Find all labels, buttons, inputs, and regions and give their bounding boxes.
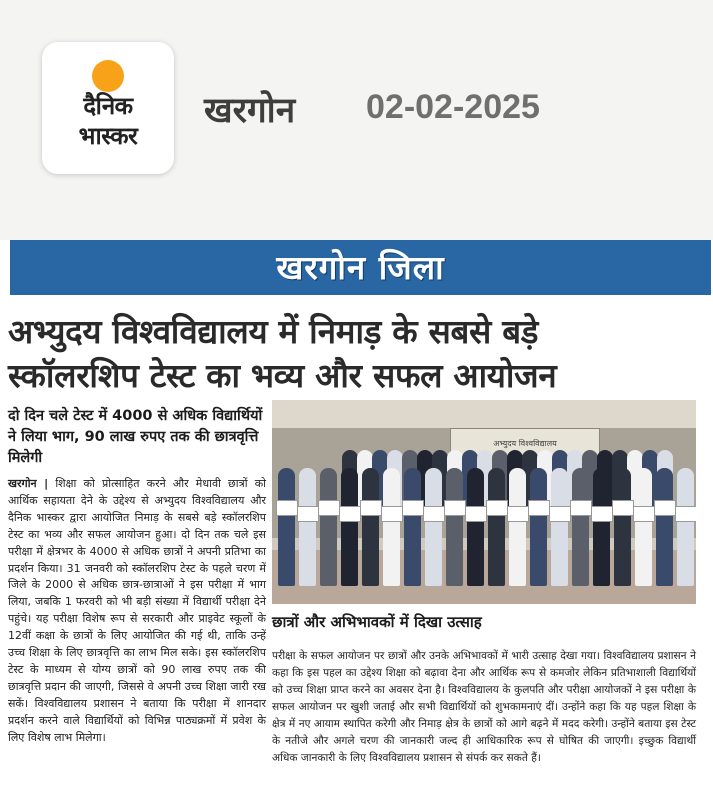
student-figure — [467, 468, 484, 586]
certificate — [297, 506, 319, 522]
certificate — [465, 506, 487, 522]
student-figure — [593, 468, 610, 586]
certificate — [675, 506, 696, 522]
sub-headline-2: छात्रों और अभिभावकों में दिखा उत्साह — [272, 613, 482, 631]
student-figure — [341, 468, 358, 586]
student-figure — [404, 468, 421, 586]
certificate — [570, 500, 592, 516]
certificate — [360, 500, 382, 516]
student-figure — [635, 468, 652, 586]
dateline: खरगोन | — [8, 477, 49, 490]
certificate — [633, 506, 655, 522]
sun-icon — [92, 60, 124, 92]
headline-line-1: अभ्युदय विश्वविद्यालय में निमाड़ के सबसे बड़े — [8, 312, 539, 351]
edition-date: 02-02-2025 — [366, 88, 540, 126]
certificate — [381, 506, 403, 522]
certificate — [507, 506, 529, 522]
article-body-left — [8, 476, 266, 747]
student-figure — [320, 468, 337, 586]
photo-ceiling — [272, 400, 696, 428]
student-figure — [614, 468, 631, 586]
edition-city: खरगोन — [204, 91, 296, 131]
section-banner — [10, 240, 711, 295]
headline-line-2: स्कॉलरशिप टेस्ट का भव्य और सफल आयोजन — [8, 356, 557, 395]
student-figure — [446, 468, 463, 586]
dainik-bhaskar-logo — [42, 42, 174, 174]
student-figure — [383, 468, 400, 586]
photo-banner-text: अभ्युदय विश्वविद्यालय — [493, 439, 557, 448]
certificate — [528, 500, 550, 516]
student-figure — [278, 468, 295, 586]
certificate — [591, 506, 613, 522]
certificate — [486, 500, 508, 516]
certificate — [444, 500, 466, 516]
certificate — [318, 500, 340, 516]
student-figure — [509, 468, 526, 586]
student-figure — [656, 468, 673, 586]
student-figure — [488, 468, 505, 586]
certificate — [654, 500, 676, 516]
student-figure — [572, 468, 589, 586]
certificate — [612, 500, 634, 516]
certificate — [549, 506, 571, 522]
certificate — [402, 500, 424, 516]
student-figure — [677, 468, 694, 586]
certificate — [276, 500, 298, 516]
article-body-right: परीक्षा के सफल आयोजन पर छात्रों और उनके अभिभावकों में भारी उत्साह देखा गया। विश्वविद्यालय प्रशासन ने कहा कि इस पहल का उद्देश्य शिक्षा को बढ़ावा देना और आर्थिक रूप से कमजोर लेकिन प्रतिभाशाली विद्यार्थियों को उच्च शिक्षा प्राप्त करने का अवसर देना है। विश्वविद्यालय के कुलपति और परीक्षा आयोजकों ने इस परीक्षा के सफल आयोजन पर खुशी जताई और सभी विद्यार्थियों को शुभकामनाएं दीं। उन्होंने कहा कि यह पहल शिक्षा के क्षेत्र में नए आयाम स्थापित करेगी और निमाड़ क्षेत्र के छात्रों को आगे बढ़ने में मदद करेगी। उन्होंने बताया इस टेस्ट के नतीजे और अगले चरण की जानकारी जल्द ही आधिकारिक रूप से घोषित की जाएगी। इच्छुक विद्यार्थी अधिक जानकारी के लिए विश्वविद्यालय प्रशासन से संपर्क कर सकते हैं। — [272, 650, 696, 764]
news-photo — [272, 400, 696, 604]
student-figure — [425, 468, 442, 586]
logo-line-2: भास्कर — [78, 122, 138, 150]
logo-line-1: दैनिक — [83, 92, 133, 120]
article-text-left: शिक्षा को प्रोत्साहित करने और मेधावी छात्रों को आर्थिक सहायता देने के उद्देश्य से अभ्युदय विश्वविद्यालय और दैनिक भास्कर द्वारा आयोजित निमाड़ के सबसे बड़े स्कॉलरशिप टेस्ट का भव्य और सफल आयोजन हुआ। दो दिन तक चले इस परीक्षा में क्षेत्रभर के 4000 से अधिक छात्रों ने अपनी प्रतिभा का प्रदर्शन किया। 31 जनवरी को स्कॉलरशिप टेस्ट के पहले चरण में जिले के 2000 से अधिक छात्र-छात्राओं ने इस परीक्षा में भाग लिया, जबकि 1 फरवरी को भी बड़ी संख्या में विद्यार्थी परीक्षा देने पहुंचे। यह परीक्षा विशेष रूप से सरकारी और प्राइवेट स्कूलों के 12वीं कक्षा के छात्रों के लिए आयोजित की गई थी, ताकि उन्हें उच्च शिक्षा के लिए छात्रवृत्ति का लाभ मिल सके। इस स्कॉलरशिप टेस्ट के माध्यम से योग्य छात्रों को 90 लाख रुपए तक की छात्रवृत्ति प्रदान की जाएगी, जिससे वे अपनी उच्च शिक्षा जारी रख सकें। विश्वविद्यालय प्रशासन ने बताया कि परीक्षा में शानदार प्रदर्शन करने वाले विद्यार्थियों को विभिन्न पाठ्यक्रमों में प्रवेश के लिए विशेष लाभ मिलेगा। — [8, 477, 266, 744]
student-figure — [551, 468, 568, 586]
sub-headline: दो दिन चले टेस्ट में 4000 से अधिक विद्यार्थियों ने लिया भाग, 90 लाख रुपए तक की छात्रवृत्ति मिलेगी — [8, 408, 263, 466]
student-figure — [530, 468, 547, 586]
student-figure — [362, 468, 379, 586]
certificate — [339, 506, 361, 522]
student-figure — [299, 468, 316, 586]
certificate — [423, 506, 445, 522]
section-title: खरगोन जिला — [276, 248, 445, 287]
news-clipping — [0, 240, 713, 797]
